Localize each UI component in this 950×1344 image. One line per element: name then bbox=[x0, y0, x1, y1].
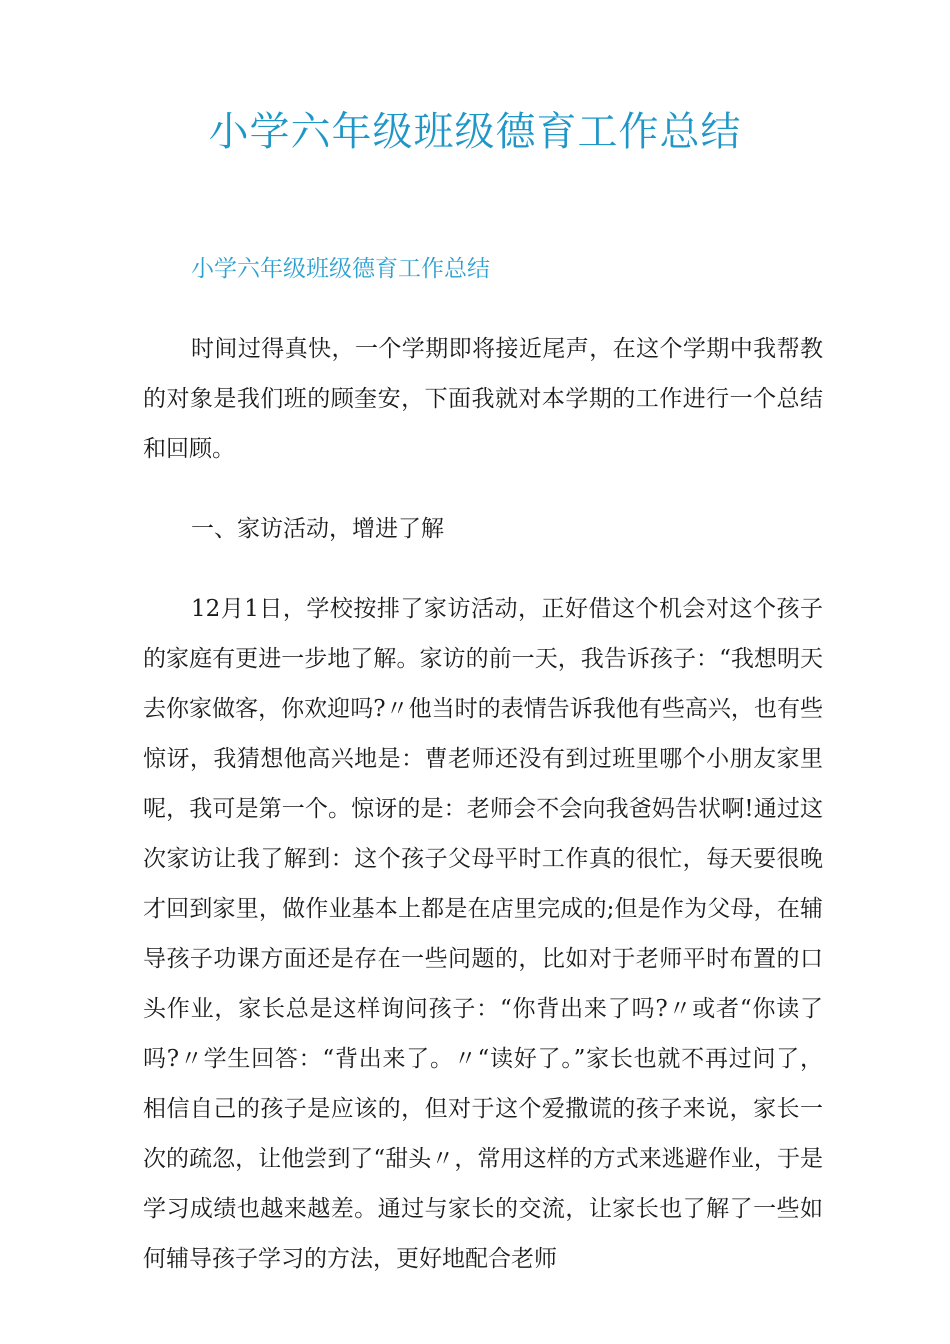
document-body bbox=[143, 244, 823, 1314]
section-heading-1: 一、家访活动，增进了解 bbox=[191, 516, 444, 542]
intro-paragraph: 时间过得真快，一个学期即将接近尾声，在这个学期中我帮教的对象是我们班的顾奎安，下面我就对本学期的工作进行一个总结和回顾。 bbox=[143, 336, 823, 462]
section-body-1: 12月1日，学校按排了家访活动，正好借这个机会对这个孩子的家庭有更进一步地了解。家访的前一天，我告诉孩子：“我想明天去你家做客，你欢迎吗?〃他当时的表情告诉我他有些高兴，也有些惊讶，我猜想他高兴地是：曹老师还没有到过班里哪个小朋友家里呢，我可是第一个。惊讶的是：老师会不会向我爸妈告状啊!通过这次家访让我了解到：这个孩子父母平时工作真的很忙，每天要很晚才回到家里，做作业基本上都是在店里完成的;但是作为父母，在辅导孩子功课方面还是存在一些问题的，比如对于老师平时布置的口头作业，家长总是这样询问孩子：“你背出来了吗?〃或者“你读了吗?〃学生回答：“背出来了。〃“读好了。”家长也就不再过问了，相信自己的孩子是应该的，但对于这个爱撒谎的孩子来说，家长一次的疏忽，让他尝到了“甜头〃，常用这样的方式来逃避作业，于是学习成绩也越来越差。通过与家长的交流，让家长也了解了一些如何辅导孩子学习的方法，更好地配合老师 bbox=[143, 596, 823, 1272]
document-title: 小学六年级班级德育工作总结 bbox=[208, 109, 742, 155]
document-subtitle: 小学六年级班级德育工作总结 bbox=[191, 256, 490, 282]
